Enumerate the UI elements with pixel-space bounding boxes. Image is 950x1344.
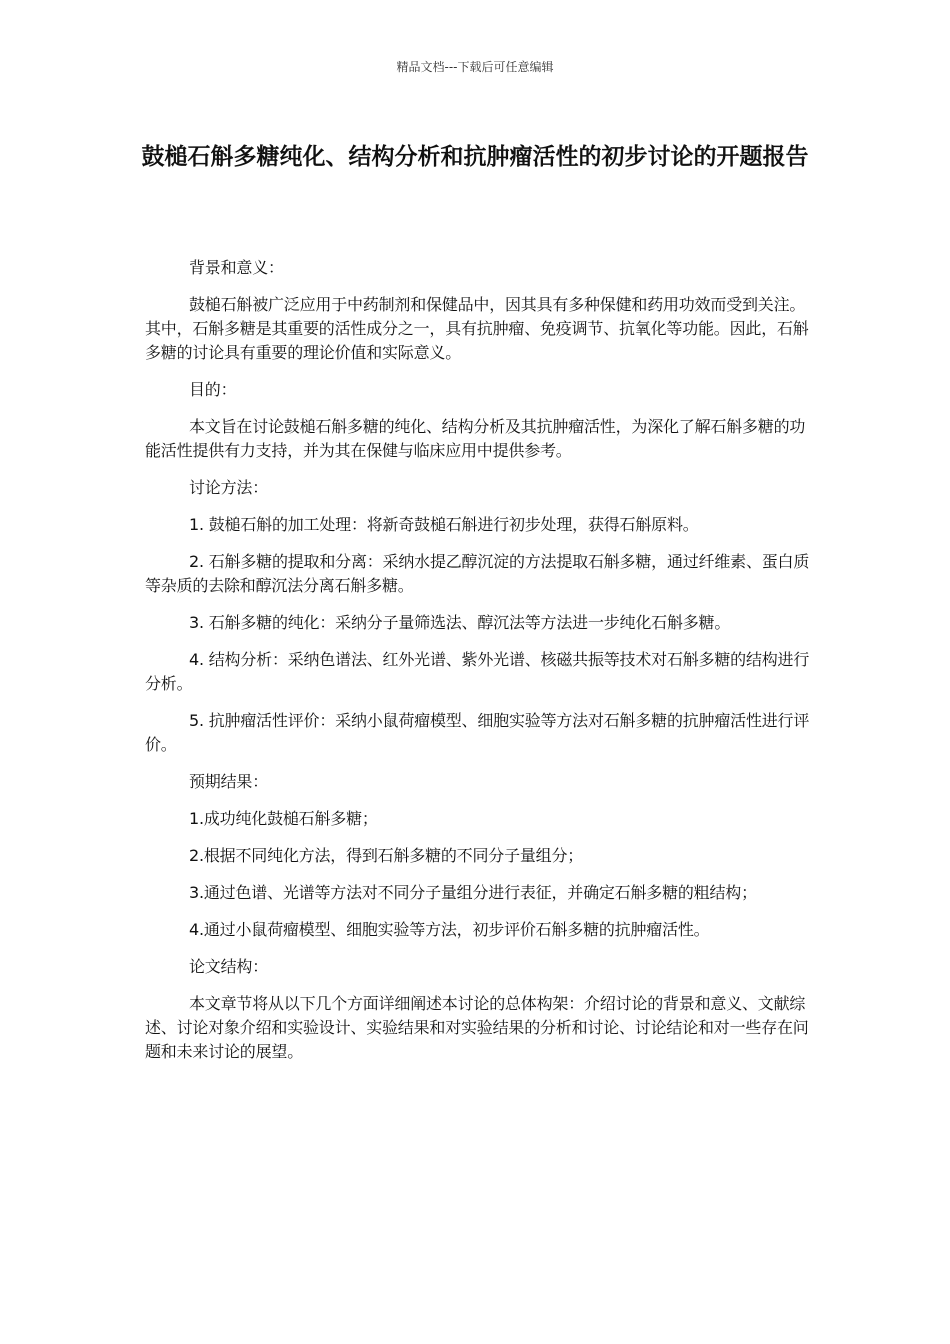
method-item-2: 2. 石斛多糖的提取和分离：采纳水提乙醇沉淀的方法提取石斛多糖，通过纤维素、蛋白质等杂质的去除和醇沉法分离石斛多糖。 [145, 552, 810, 595]
section-heading-structure: 论文结构： [189, 957, 269, 976]
paragraph-purpose: 本文旨在讨论鼓槌石斛多糖的纯化、结构分析及其抗肿瘤活性，为深化了解石斛多糖的功能活性提供有力支持，并为其在保健与临床应用中提供参考。 [145, 417, 806, 460]
section-heading-background: 背景和意义： [189, 258, 284, 277]
section-heading-purpose: 目的： [189, 380, 237, 399]
method-item-4: 4. 结构分析：采纳色谱法、红外光谱、紫外光谱、核磁共振等技术对石斛多糖的结构进行分析。 [145, 650, 810, 693]
result-item-4: 4.通过小鼠荷瘤模型、细胞实验等方法，初步评价石斛多糖的抗肿瘤活性。 [189, 920, 710, 939]
document-body [145, 256, 813, 1077]
document-title: 鼓槌石斛多糖纯化、结构分析和抗肿瘤活性的初步讨论的开题报告 [141, 144, 809, 170]
section-heading-expected-results: 预期结果： [189, 772, 269, 791]
header-note: 精品文档---下载后可任意编辑 [396, 60, 554, 74]
section-heading-methods: 讨论方法： [189, 478, 269, 497]
result-item-1: 1.成功纯化鼓槌石斛多糖； [189, 809, 378, 828]
result-item-3: 3.通过色谱、光谱等方法对不同分子量组分进行表征，并确定石斛多糖的粗结构； [189, 883, 757, 902]
method-item-1: 1. 鼓槌石斛的加工处理：将新奇鼓槌石斛进行初步处理，获得石斛原料。 [189, 515, 699, 534]
paragraph-structure: 本文章节将从以下几个方面详细阐述本讨论的总体构架：介绍讨论的背景和意义、文献综述、讨论对象介绍和实验设计、实验结果和对实验结果的分析和讨论、讨论结论和对一些存在问题和未来讨论的展望。 [145, 994, 809, 1061]
method-item-5: 5. 抗肿瘤活性评价：采纳小鼠荷瘤模型、细胞实验等方法对石斛多糖的抗肿瘤活性进行评价。 [145, 711, 810, 754]
paragraph-background: 鼓槌石斛被广泛应用于中药制剂和保健品中，因其具有多种保健和药用功效而受到关注。其中，石斛多糖是其重要的活性成分之一，具有抗肿瘤、免疫调节、抗氧化等功能。因此，石斛多糖的讨论具有重要的理论价值和实际意义。 [145, 295, 809, 362]
method-item-3: 3. 石斛多糖的纯化：采纳分子量筛选法、醇沉法等方法进一步纯化石斛多糖。 [189, 613, 731, 632]
result-item-2: 2.根据不同纯化方法，得到石斛多糖的不同分子量组分； [189, 846, 584, 865]
